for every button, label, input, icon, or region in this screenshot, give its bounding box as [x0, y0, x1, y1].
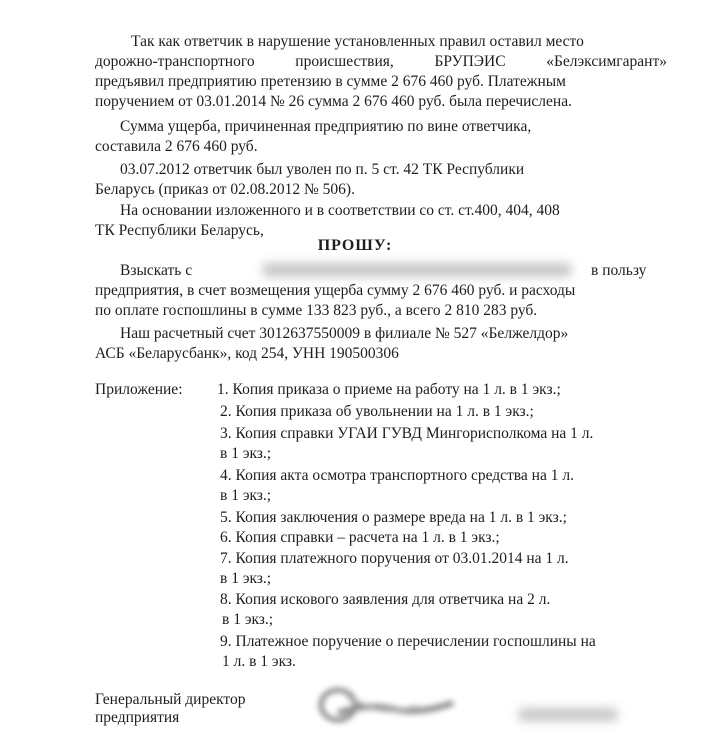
- paragraph-5-line-1-end: в пользу: [591, 262, 647, 279]
- attachment-line: в 1 экз.;: [220, 570, 272, 587]
- request-heading: ПРОШУ:: [317, 237, 393, 254]
- redacted-signatory-name: [518, 708, 618, 721]
- paragraph-2-line-2: составила 2 676 460 руб.: [95, 138, 258, 155]
- attachment-line: в 1 экз.;: [220, 487, 272, 504]
- word: происшествия,: [295, 53, 394, 70]
- attachment-line: 8. Копия искового заявления для ответчика на 2 л.: [220, 591, 551, 608]
- attachment-line: в 1 экз.;: [222, 611, 274, 628]
- word: «Белэксимгарант»: [546, 53, 667, 70]
- paragraph-6-line-1: Наш расчетный счет 3012637550009 в филиале № 527 «Белжелдор»: [120, 325, 569, 342]
- attachment-line: 2. Копия приказа об увольнении на 1 л. в 1 экз.;: [220, 403, 534, 420]
- paragraph-6-line-2: АСБ «Беларусбанк», код 254, УНН 190500306: [95, 345, 399, 362]
- attachment-line: в 1 экз.;: [220, 445, 272, 462]
- paragraph-2-line-1: Сумма ущерба, причиненная предприятию по вине ответчика,: [120, 118, 532, 135]
- paragraph-4-line-1: На основании изложенного и в соответствии со ст. ст.400, 404, 408: [120, 202, 560, 219]
- paragraph-1-line-1: Так как ответчик в нарушение установленных правил оставил место: [131, 33, 584, 50]
- attachment-line: 7. Копия платежного поручения от 03.01.2014 на 1 л.: [220, 550, 569, 567]
- paragraph-5-line-3: по оплате госпошлины в сумме 133 823 руб., а всего 2 810 283 руб.: [95, 302, 538, 319]
- attachment-line: 9. Платежное поручение о перечислении госпошлины на: [220, 633, 596, 650]
- signatory-title-line-1: Генеральный директор: [95, 691, 246, 708]
- paragraph-3-line-2: Беларусь (приказ от 02.08.2012 № 506).: [95, 181, 355, 198]
- word: дорожно-транспортного: [95, 53, 255, 70]
- attachment-line: 5. Копия заключения о размере вреда на 1 л. в 1 экз.;: [220, 509, 567, 526]
- attachment-line: 4. Копия акта осмотра транспортного средства на 1 л.: [220, 467, 574, 484]
- paragraph-4-line-2: ТК Республики Беларусь,: [95, 222, 264, 239]
- redacted-defendant-name: [262, 263, 572, 277]
- attachment-line: 1. Копия приказа о приеме на работу на 1 л. в 1 экз.;: [217, 381, 561, 398]
- paragraph-1-line-3: предъявил предприятию претензию в сумме 2 676 460 руб. Платежным: [95, 73, 566, 90]
- paragraph-5-line-2: предприятия, в счет возмещения ущерба сумму 2 676 460 руб. и расходы: [95, 282, 576, 299]
- paragraph-1-line-2: [95, 52, 667, 72]
- redacted-signature-icon: [318, 683, 458, 727]
- paragraph-1-line-4: поручением от 03.01.2014 № 26 сумма 2 676 460 руб. была перечислена.: [95, 93, 572, 110]
- attachments-label: Приложение:: [95, 381, 183, 398]
- paragraph-5-line-1-start: Взыскать с: [120, 262, 193, 279]
- attachment-line: 1 л. в 1 экз.: [222, 653, 296, 670]
- word: БРУПЭИС: [434, 53, 506, 70]
- signatory-title-line-2: предприятия: [95, 709, 180, 726]
- attachment-line: 3. Копия справки УГАИ ГУВД Мингорисполкома на 1 л.: [220, 425, 594, 442]
- attachment-line: 6. Копия справки – расчета на 1 л. в 1 экз.;: [220, 529, 500, 546]
- paragraph-3-line-1: 03.07.2012 ответчик был уволен по п. 5 ст. 42 ТК Республики: [120, 161, 525, 178]
